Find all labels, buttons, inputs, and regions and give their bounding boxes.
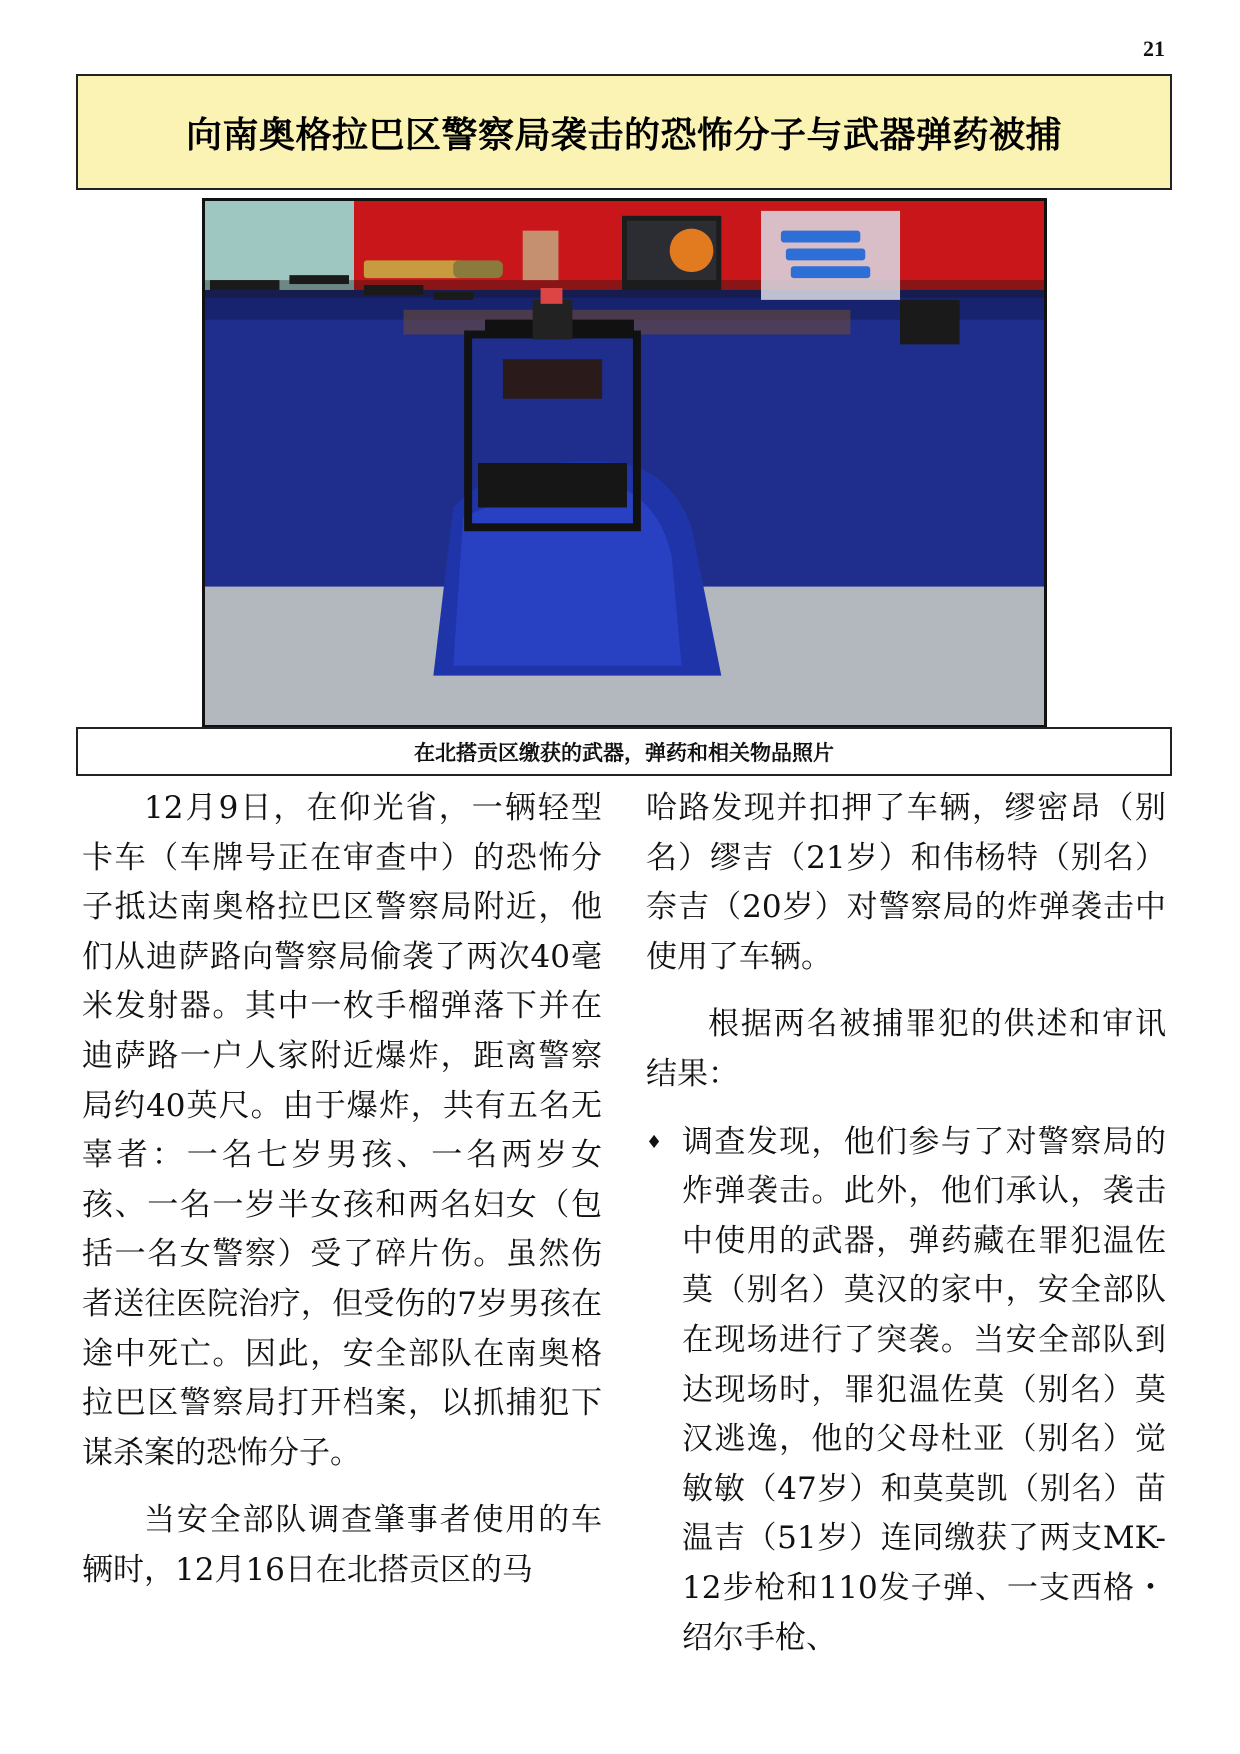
photo-illustration (205, 201, 1044, 725)
diamond-bullet-icon: ♦ (646, 1131, 663, 1153)
left-paragraph-2: 当安全部队调查肇事者使用的车辆时，12月16日在北搭贡区的马 (82, 1502, 602, 1588)
bullet-item (646, 1118, 1166, 1664)
photo-caption: 在北搭贡区缴获的武器，弹药和相关物品照片 (414, 740, 834, 765)
right-paragraph-2: 根据两名被捕罪犯的供述和审讯结果： (646, 1006, 1166, 1092)
right-paragraph-1: 哈路发现并扣押了车辆，缪密昂（别名）缪吉（21岁）和伟杨特（别名）奈吉（20岁）对警察局的炸弹袭击中使用了车辆。 (646, 790, 1166, 975)
headline: 向南奥格拉巴区警察局袭击的恐怖分子与武器弹药被捕 (185, 114, 1062, 156)
page-number: 21 (1143, 36, 1165, 61)
seized-weapons-photo (202, 198, 1047, 728)
photo-caption-box (76, 727, 1172, 776)
left-column (82, 784, 602, 1596)
right-column (646, 784, 1166, 1663)
left-paragraph-1: 12月9日，在仰光省，一辆轻型卡车（车牌号正在审查中）的恐怖分子抵达南奥格拉巴区警察局附近，他们从迪萨路向警察局偷袭了两次40毫米发射器。其中一枚手榴弹落下并在迪萨路一户人家附近爆炸，距离警察局约40英尺。由于爆炸，共有五名无辜者：一名七岁男孩、一名两岁女孩、一名一岁半女孩和两名妇女（包括一名女警察）受了碎片伤。虽然伤者送往医院治疗，但受伤的7岁男孩在途中死亡。因此，安全部队在南奥格拉巴区警察局打开档案，以抓捕犯下谋杀案的恐怖分子。 (82, 790, 602, 1471)
headline-box (76, 74, 1172, 190)
bullet-text: 调查发现，他们参与了对警察局的炸弹袭击。此外，他们承认，袭击中使用的武器，弹药藏在罪犯温佐莫（别名）莫汉的家中，安全部队在现场进行了突袭。当安全部队到达现场时，罪犯温佐莫（别名）莫汉逃逸，他的父母杜亚（别名）觉敏敏（47岁）和莫莫凯（别名）苗温吉（51岁）连同缴获了两支MK-12步枪和110发子弹、一支西格・绍尔手枪、 (682, 1123, 1166, 1656)
